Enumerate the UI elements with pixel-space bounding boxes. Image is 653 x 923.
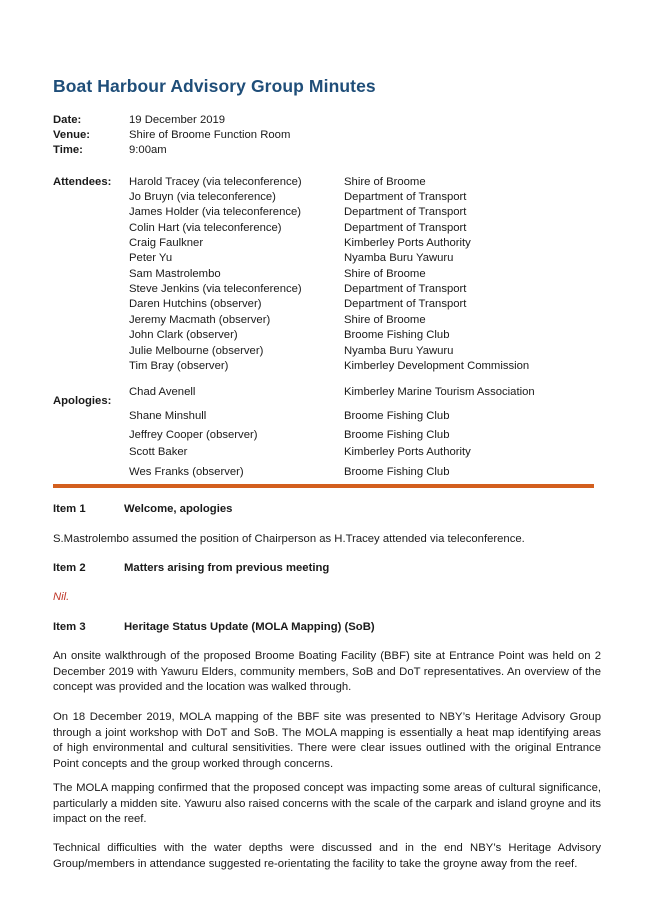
attendee-org: Nyamba Buru Yawuru	[344, 252, 454, 264]
attendee-name: John Clark (observer)	[129, 329, 238, 341]
apologies-label: Apologies:	[53, 395, 112, 407]
item-3-number: Item 3	[53, 621, 86, 633]
venue-value: Shire of Broome Function Room	[129, 129, 291, 141]
attendee-org: Nyamba Buru Yawuru	[344, 345, 454, 357]
time-value: 9:00am	[129, 144, 167, 156]
page-title: Boat Harbour Advisory Group Minutes	[53, 76, 376, 96]
apology-name: Wes Franks (observer)	[129, 466, 244, 478]
attendee-org: Shire of Broome	[344, 268, 426, 280]
apology-org: Broome Fishing Club	[344, 466, 450, 478]
attendee-org: Department of Transport	[344, 283, 467, 295]
apology-name: Chad Avenell	[129, 386, 196, 398]
venue-label: Venue:	[53, 129, 91, 141]
attendee-name: Julie Melbourne (observer)	[129, 345, 264, 357]
attendee-name: Harold Tracey (via teleconference)	[129, 176, 302, 188]
attendee-org: Department of Transport	[344, 222, 467, 234]
time-label: Time:	[53, 144, 83, 156]
apology-org: Broome Fishing Club	[344, 429, 450, 441]
item-3-paragraph: The MOLA mapping confirmed that the proposed concept was impacting some areas of cultural significance, particularly a midden site. Yawuru also raised concerns with the scale of the carpark and island groyne and its impact on the reef.	[53, 782, 601, 825]
attendee-name: Sam Mastrolembo	[129, 268, 221, 280]
attendee-name: Tim Bray (observer)	[129, 360, 229, 372]
attendee-org: Department of Transport	[344, 206, 467, 218]
apology-name: Shane Minshull	[129, 410, 207, 422]
item-1-title: Welcome, apologies	[124, 503, 233, 515]
apology-org: Broome Fishing Club	[344, 410, 450, 422]
attendee-org: Department of Transport	[344, 191, 467, 203]
attendee-org: Shire of Broome	[344, 314, 426, 326]
attendee-name: Steve Jenkins (via teleconference)	[129, 283, 302, 295]
item-2-number: Item 2	[53, 562, 86, 574]
apology-name: Jeffrey Cooper (observer)	[129, 429, 258, 441]
attendee-org: Kimberley Ports Authority	[344, 237, 471, 249]
section-divider	[53, 484, 594, 488]
apology-org: Kimberley Ports Authority	[344, 446, 471, 458]
attendee-org: Broome Fishing Club	[344, 329, 450, 341]
attendee-name: James Holder (via teleconference)	[129, 206, 302, 218]
attendee-name: Colin Hart (via teleconference)	[129, 222, 282, 234]
attendee-name: Peter Yu	[129, 252, 173, 264]
attendee-name: Daren Hutchins (observer)	[129, 298, 262, 310]
item-3-paragraph: Technical difficulties with the water depths were discussed and in the end NBY’s Heritage Advisory Group/members in attendance suggested re-orientating the facility to take the groyne away from the reef.	[53, 842, 601, 870]
item-1-number: Item 1	[53, 503, 86, 515]
item-1-text: S.Mastrolembo assumed the position of Chairperson as H.Tracey attended via teleconference.	[53, 533, 525, 545]
attendee-name: Jeremy Macmath (observer)	[129, 314, 271, 326]
date-value: 19 December 2019	[129, 114, 226, 126]
date-label: Date:	[53, 114, 82, 126]
attendee-org: Department of Transport	[344, 298, 467, 310]
item-2-title: Matters arising from previous meeting	[124, 562, 330, 574]
item-3-paragraph: An onsite walkthrough of the proposed Broome Boating Facility (BBF) site at Entrance Point was held on 2 December 2019 with Yawuru Elders, community members, SoB and DoT representatives. An overview of the concept was provided and the location was walked through.	[53, 650, 601, 693]
apology-org: Kimberley Marine Tourism Association	[344, 386, 535, 398]
attendee-org: Shire of Broome	[344, 176, 426, 188]
apology-name: Scott Baker	[129, 446, 188, 458]
attendees-label: Attendees:	[53, 176, 112, 188]
attendee-name: Jo Bruyn (via teleconference)	[129, 191, 276, 203]
item-3-title: Heritage Status Update (MOLA Mapping) (SoB)	[124, 621, 375, 633]
item-2-text: Nil.	[53, 591, 70, 603]
attendee-name: Craig Faulkner	[129, 237, 204, 249]
item-3-paragraph: On 18 December 2019, MOLA mapping of the BBF site was presented to NBY’s Heritage Advisory Group through a joint workshop with DoT and SoB. The MOLA mapping is essentially a heat map identifying areas of high environmental and cultural sensitivities. There were clear issues outlined with the original Entrance Point concepts and the group worked through concerns.	[53, 711, 601, 770]
attendee-org: Kimberley Development Commission	[344, 360, 530, 372]
